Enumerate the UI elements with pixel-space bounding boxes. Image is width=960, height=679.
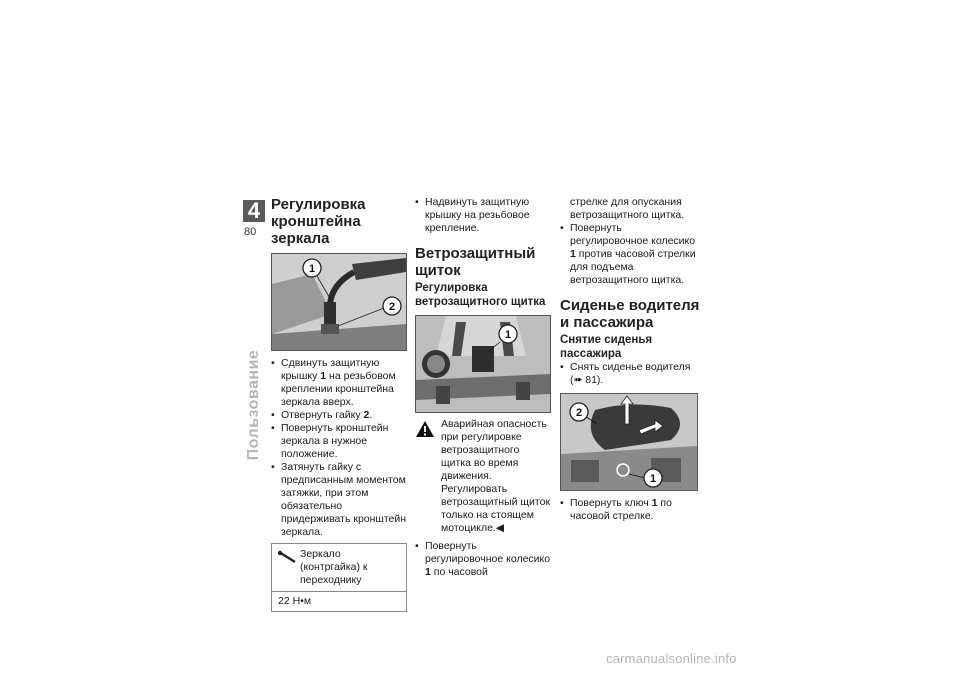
end-mark-icon: ◀ [495,522,504,534]
watermark: carmanualsonline.info [606,651,737,666]
chapter-side-label: Пользование [245,349,262,461]
torque-spec-value: 22 Н•м [278,595,312,607]
list-item: • Сдвинуть защитную крышку 1 на резьбовом креплении кронштейна зеркала вверх. [271,357,407,409]
list-item: • Снять сиденье водителя (➠ 81). [560,361,700,387]
section-heading-mirror-bracket: Регулировка кронштейна зеркала [271,196,366,247]
column-3 [560,196,700,523]
list-middle [560,361,700,387]
continued-text: стрелке для опускания ветрозащитного щитка. [570,196,685,221]
list-item: • Отвернуть гайку 2. [271,409,407,422]
figure-mirror-bracket [271,253,407,351]
list-item: • Затянуть гайку с предписанным моментом затяжки, при этом обязательно придерживать кронштейн зеркала. [271,461,407,539]
mirror-bracket-illustration [272,254,406,350]
warning-block [415,418,551,535]
subsection-heading-passenger-seat: Снятие сиденья пассажира [560,334,653,360]
list-top [415,196,551,235]
callout-2-label: 2 [388,301,396,313]
passenger-seat-illustration [561,394,697,490]
callout-1-label: 1 [649,473,657,485]
callout-1-label: 1 [308,263,316,275]
figure-passenger-seat [560,393,698,491]
list-bottom [415,540,551,579]
mirror-steps-list [271,357,407,539]
list-top [560,222,700,287]
reference-arrow-icon: ➠ [573,374,583,386]
torque-spec-box [271,543,407,612]
warning-text: Аварийная опасность при регулировке ветрозащитного щитка во время движения. Регулировать ветрозащитный щиток только на стоящем мотоцикле. [441,418,551,534]
subsection-heading-windshield-adjust: Регулировка ветрозащитного щитка [415,282,546,308]
warning-triangle-icon [415,420,435,438]
callout-1-label: 1 [504,329,512,341]
list-bottom [560,497,700,523]
windshield-illustration [416,316,550,412]
section-heading-seats: Сиденье водителя и пассажира [560,297,700,331]
chapter-number: 4 [243,200,265,222]
torque-spec-label: Зеркало (контргайка) к переходнику [300,548,368,586]
section-heading-windshield: Ветрозащитный щиток [415,245,536,279]
figure-windshield [415,315,551,413]
page-number: 80 [244,226,257,238]
torque-wrench-icon [277,550,297,564]
list-item: • Надвинуть защитную крышку на резьбовое крепление. [415,196,551,235]
list-item: • Повернуть ключ 1 по часовой стрелке. [560,497,700,523]
list-item: • Повернуть регулировочное колесико 1 по часовой [415,540,551,579]
list-item: • Повернуть кронштейн зеркала в нужное положение. [271,422,407,461]
list-item: • Повернуть регулировочное колесико 1 против часовой стрелки для подъема ветрозащитного щитка. [560,222,700,287]
column-1 [271,196,407,612]
column-2 [415,196,551,579]
callout-2-label: 2 [575,407,583,419]
